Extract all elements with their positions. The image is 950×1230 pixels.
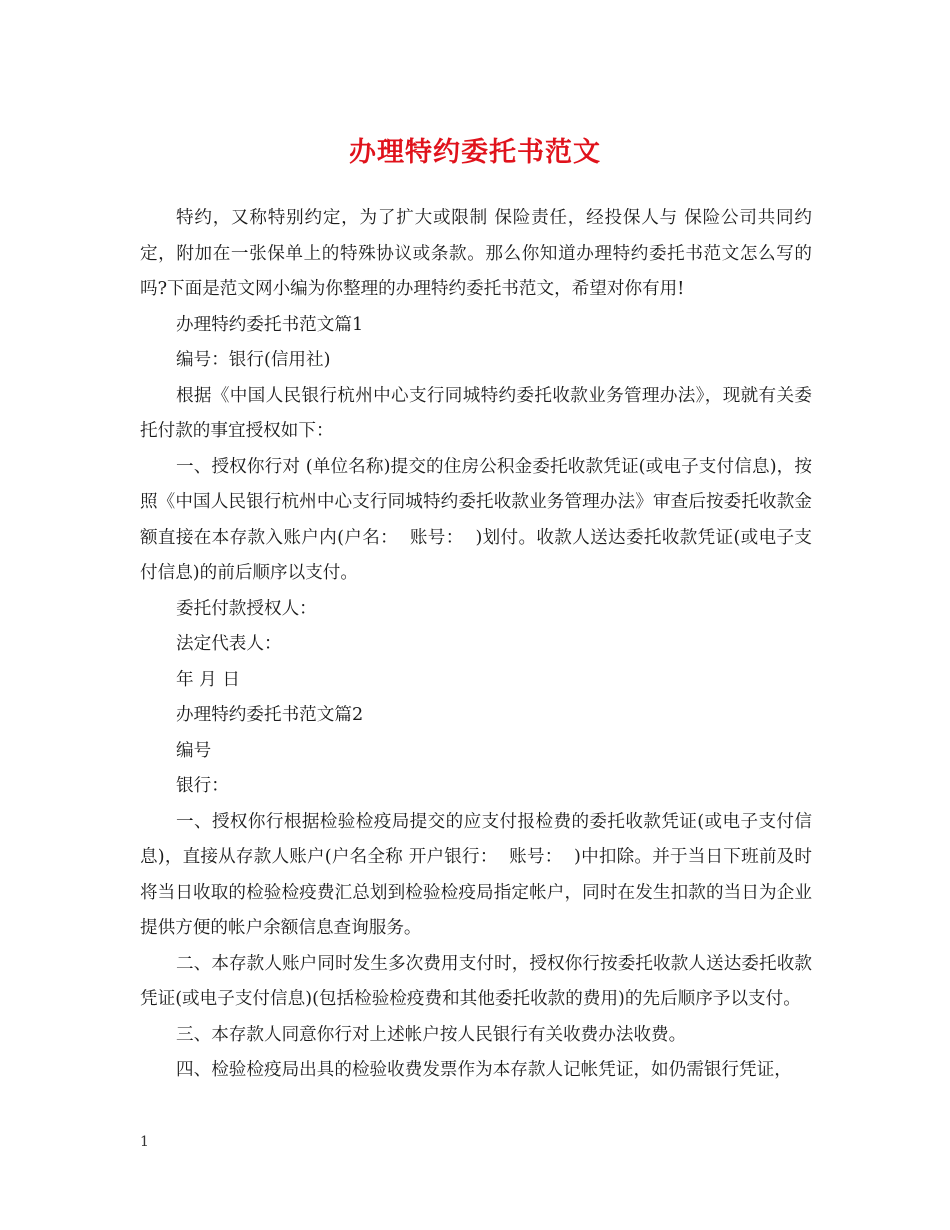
paragraph-clause-4: 四、检验检疫局出具的检验收费发票作为本存款人记帐凭证，如仍需银行凭证，	[176, 1060, 792, 1080]
document-body	[140, 201, 812, 1089]
paragraph-authorizer: 委托付款授权人：	[176, 598, 317, 619]
paragraph-authorization-1: 一、授权你行对 (单位名称)提交的住房公积金委托收款凭证(或电子支付信息)，按照《中国人民银行杭州中心支行同城特约委托收款业务管理办法》审查后按委托收款金额直接在本存款入账户内(户名： 账号： )划付。收款人送达委托收款凭证(或电子支付信息)的前后顺序以支付。	[140, 456, 812, 583]
section-heading-1: 办理特约委托书范文篇1	[176, 314, 364, 335]
paragraph-basis: 根据《中国人民银行杭州中心支行同城特约委托收款业务管理办法》，现就有关委托付款的事宜授权如下：	[140, 385, 812, 441]
paragraph-intro: 特约，又称特别约定，为了扩大或限制 保险责任，经投保人与 保险公司共同约定，附加在一张保单上的特殊协议或条款。那么你知道办理特约委托书范文怎么写的吗?下面是范文网小编为你整理的办理特约委托书范文，希望对你有用!	[140, 208, 812, 299]
paragraph-clause-2: 二、本存款人账户同时发生多次费用支付时，授权你行按委托收款人送达委托收款凭证(或电子支付信息)(包括检验检疫费和其他委托收款的费用)的先后顺序予以支付。	[140, 953, 812, 1009]
section-heading-2: 办理特约委托书范文篇2	[176, 705, 364, 725]
page-number: 1	[140, 1134, 149, 1150]
paragraph-clause-1: 一、授权你行根据检验检疫局提交的应支付报检费的委托收款凭证(或电子支付信息)，直接从存款人账户(户名全称 开户银行： 账号： )中扣除。并于当日下班前及时将当日收取的检验检疫费汇总划到检验检疫局指定帐户，同时在发生扣款的当日为企业提供方便的帐户余额信息查询服务。	[140, 811, 812, 938]
paragraph-bank: 银行：	[176, 776, 229, 796]
paragraph-number-bank: 编号：银行(信用社)	[176, 350, 331, 370]
document-title: 办理特约委托书范文	[349, 137, 601, 168]
paragraph-date: 年 月 日	[176, 669, 240, 690]
paragraph-number: 编号	[176, 740, 212, 761]
paragraph-legal-rep: 法定代表人：	[176, 634, 282, 654]
paragraph-clause-3: 三、本存款人同意你行对上述帐户按人民银行有关收费办法收费。	[176, 1024, 687, 1045]
